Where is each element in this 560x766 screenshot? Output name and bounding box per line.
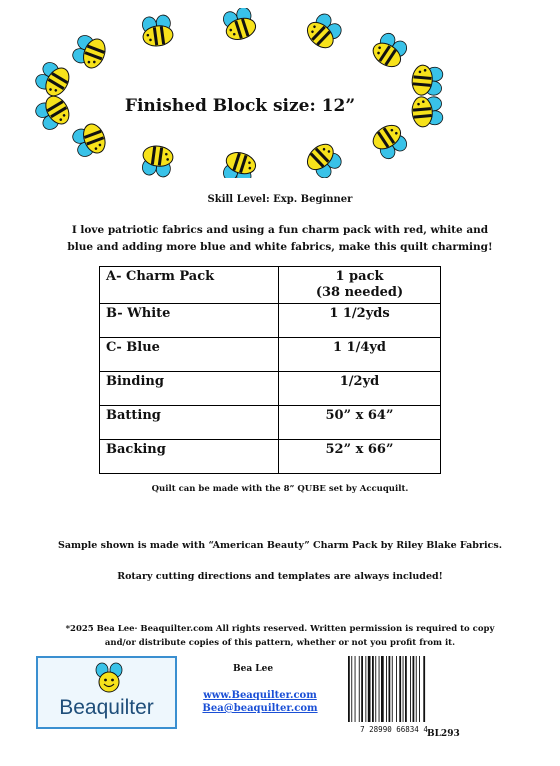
copyright-line: *2025 Bea Lee· Beaquilter.com All rights reserved. Written permission is required to copy [65,624,495,634]
barcode-bar [386,656,387,722]
logo-text: Beaquilter [59,696,154,719]
table-row [100,440,441,474]
table-row [100,338,441,372]
email-link[interactable]: Bea@beaquilter.com [202,703,318,714]
requirement-name: C- Blue [100,338,279,372]
pattern-code: BL293 [427,729,460,739]
bee-icon [411,64,444,97]
copyright-notice [40,622,520,650]
bee-icon [140,144,174,178]
barcode-bar [375,656,376,722]
barcode-digits: 7 28990 66834 4 [360,725,428,734]
intro-line: blue and adding more blue and white fabrics, make this quilt charming! [67,241,493,253]
sample-note: Sample shown is made with “American Beauty” Charm Pack by Riley Blake Fabrics. [57,540,503,551]
table-row [100,267,441,304]
barcode-bar [365,656,366,722]
skill-level: Skill Level: Exp. Beginner [207,194,353,205]
intro-line: I love patriotic fabrics and using a fun charm pack with red, white and [71,224,489,236]
barcode-bar [389,656,391,722]
barcode-bar [372,656,374,722]
barcode-bar [416,656,417,722]
bee-icon [70,32,109,71]
barcode-bar [423,656,425,722]
requirement-name: A- Charm Pack [100,267,279,304]
bee-icon [140,14,174,48]
qube-note: Quilt can be made with the 8” QUBE set by Accuquilt. [151,484,409,494]
barcode-bar [413,656,415,722]
barcode-bar [392,656,393,722]
barcode-bar [351,656,352,722]
barcode-bar [361,656,363,722]
requirement-value: 1 1/4yd [279,338,441,372]
website-link[interactable]: www.Beaquilter.com [203,690,317,701]
bee-icon [369,30,411,72]
barcode-bar [368,656,371,722]
requirement-value: 1 1/2yds [279,304,441,338]
fabric-requirements-table [99,266,441,474]
finished-block-size: Finished Block size: 12” [124,96,356,116]
barcode-bar [403,656,404,722]
barcode-bar [419,656,420,722]
requirement-value-line: 1 pack [335,269,384,284]
requirement-value: 50” x 64” [279,406,441,440]
intro-text [30,222,530,256]
requirement-name: Batting [100,406,279,440]
bee-icon [220,8,258,43]
bee-icon [94,660,124,694]
barcode-bar [410,656,411,722]
requirement-name: B- White [100,304,279,338]
bee-icon [369,120,411,162]
barcode-icon [344,654,444,734]
barcode-bar [399,656,401,722]
barcode-bar [359,656,360,722]
table-row [100,304,441,338]
barcode-bar [396,656,397,722]
beaquilter-logo [36,656,177,729]
requirement-value: 1/2yd [279,372,441,406]
table-row [100,406,441,440]
table-row [100,372,441,406]
bee-icon [220,149,258,178]
barcode-bar [348,656,350,722]
requirement-name: Binding [100,372,279,406]
requirement-value [279,267,441,304]
bee-icon [70,121,109,160]
barcode-bar [405,656,407,722]
requirement-name: Backing [100,440,279,474]
barcode-bar [355,656,356,722]
bee-icon [303,139,345,178]
bee-wreath [30,8,450,178]
barcode-bar [379,656,380,722]
copyright-line: and/or distribute copies of this pattern, whether or not you profit from it. [104,638,456,648]
author-name: Bea Lee [233,664,274,674]
requirement-value-line: (38 needed) [315,285,404,300]
barcode-bar [381,656,384,722]
rotary-note: Rotary cutting directions and templates are always included! [117,571,443,582]
bee-icon [33,59,74,100]
bee-icon [303,10,345,52]
requirement-value: 52” x 66” [279,440,441,474]
